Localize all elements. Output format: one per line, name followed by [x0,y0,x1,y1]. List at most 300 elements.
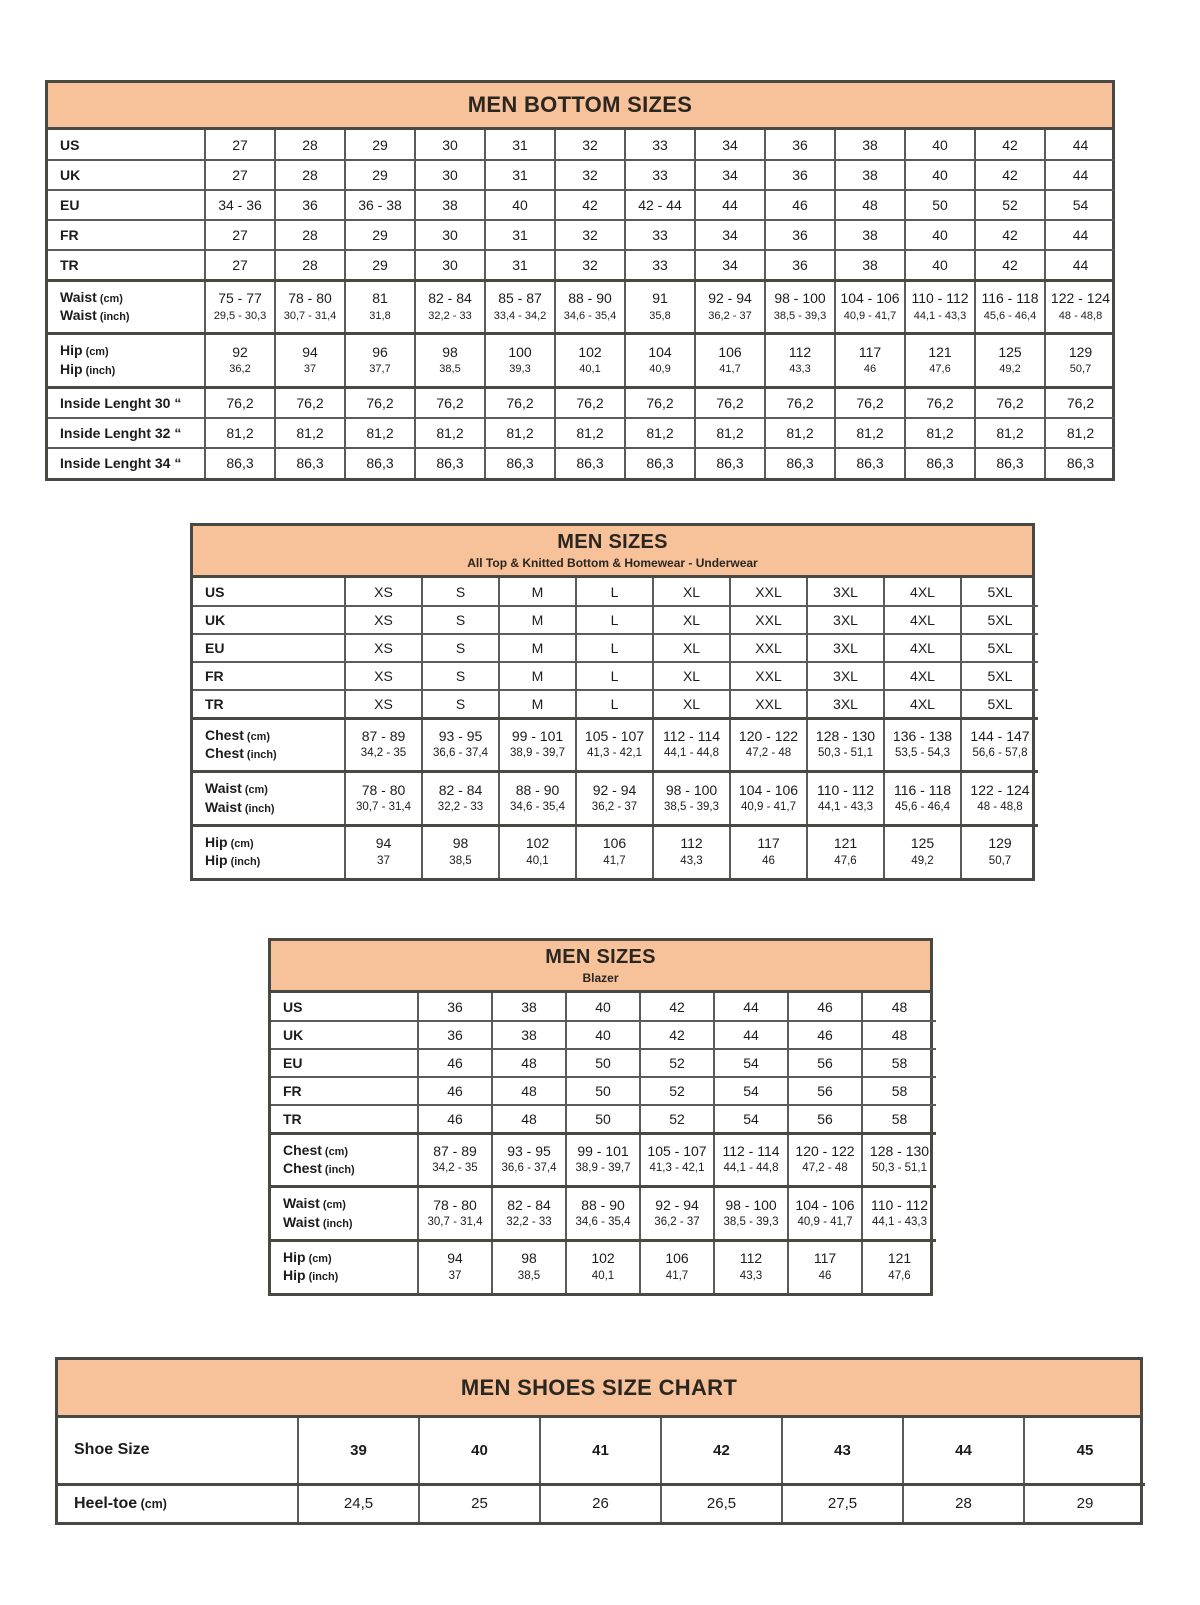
table-cell: 116 - 118 45,6 - 46,4 [884,772,961,826]
table-cell: 81,2 [625,418,695,448]
table-cell: 122 - 124 48 - 48,8 [961,772,1038,826]
table-cell: 44 [714,993,788,1021]
table-cell: 81,2 [975,418,1045,448]
table-cell: 39 [298,1418,419,1484]
table-cell: 36 - 38 [345,190,415,220]
table-title: MEN BOTTOM SIZES [467,92,693,117]
table-cell: XL [653,690,730,718]
table-cell: 50 [905,190,975,220]
row-label: Waist (cm) Waist (inch) [193,772,345,826]
table-cell: XXL [730,690,807,718]
table-cell: 46 [788,1021,862,1049]
men-shoes-header [58,1360,1140,1418]
table-row [271,1241,936,1293]
table-cell: 34 [695,250,765,280]
table-cell: 5XL [961,662,1038,690]
table-cell: 125 49,2 [884,826,961,878]
table-cell: 104 - 106 40,9 - 41,7 [788,1187,862,1241]
table-row [193,718,1038,772]
table-cell: 88 - 90 34,6 - 35,4 [566,1187,640,1241]
row-label: Inside Lenght 30 “ [48,388,205,418]
table-cell: XS [345,634,422,662]
row-label: EU [193,634,345,662]
table-cell: 27 [205,220,275,250]
table-cell: 48 [862,993,936,1021]
table-title: MEN SIZES [557,531,668,553]
table-cell: 30 [415,220,485,250]
men-shoes-grid [58,1418,1145,1522]
table-cell: 78 - 80 30,7 - 31,4 [418,1187,492,1241]
table-cell: 27 [205,250,275,280]
table-subtitle: All Top & Knitted Bottom & Homewear - Underwear [467,556,758,570]
table-cell: 104 - 106 40,9 - 41,7 [730,772,807,826]
table-cell: 144 - 147 56,6 - 57,8 [961,718,1038,772]
table-cell: 128 - 130 50,3 - 51,1 [862,1133,936,1187]
men-bottom-sizes-header [48,83,1112,130]
table-cell: 31 [485,160,555,190]
men-shoes-size-chart-table [55,1357,1143,1525]
table-cell: 29 [345,220,415,250]
table-row [48,448,1115,478]
table-row [58,1418,1145,1484]
table-cell: S [422,606,499,634]
table-cell: 81,2 [275,418,345,448]
table-cell: 76,2 [415,388,485,418]
table-cell: 121 47,6 [862,1241,936,1293]
table-title: MEN SHOES SIZE CHART [460,1374,738,1400]
table-cell: XXL [730,578,807,606]
table-cell: 81,2 [345,418,415,448]
table-row [193,772,1038,826]
table-cell: 42 [975,220,1045,250]
table-cell: 36 [765,220,835,250]
table-cell: 3XL [807,690,884,718]
table-cell: 52 [640,1049,714,1077]
table-cell: XL [653,606,730,634]
table-cell: 81,2 [205,418,275,448]
table-cell: 5XL [961,634,1038,662]
table-row [271,1187,936,1241]
table-cell: M [499,634,576,662]
table-cell: 86,3 [555,448,625,478]
table-cell: 98 - 100 38,5 - 39,3 [765,280,835,334]
table-cell: 112 - 114 44,1 - 44,8 [714,1133,788,1187]
table-cell: 30 [415,130,485,160]
table-cell: 100 39,3 [485,334,555,388]
table-cell: 56 [788,1105,862,1133]
table-cell: 46 [765,190,835,220]
table-cell: 76,2 [905,388,975,418]
table-cell: 44 [1045,250,1115,280]
table-cell: 43 [782,1418,903,1484]
table-cell: 129 50,7 [961,826,1038,878]
table-cell: 125 49,2 [975,334,1045,388]
table-cell: 31 [485,130,555,160]
table-cell: 86,3 [975,448,1045,478]
table-cell: 98 38,5 [492,1241,566,1293]
table-cell: 34 - 36 [205,190,275,220]
table-cell: XXL [730,662,807,690]
table-cell: 76,2 [765,388,835,418]
table-row [48,130,1115,160]
table-cell: 38 [835,160,905,190]
table-cell: 54 [714,1077,788,1105]
row-label: Inside Lenght 32 “ [48,418,205,448]
table-cell: 112 43,3 [653,826,730,878]
table-cell: 28 [275,220,345,250]
table-cell: 27,5 [782,1484,903,1522]
table-cell: M [499,690,576,718]
table-cell: L [576,662,653,690]
table-row [48,220,1115,250]
row-label: Chest (cm) Chest (inch) [193,718,345,772]
table-cell: 104 40,9 [625,334,695,388]
table-cell: 29 [345,130,415,160]
table-row [48,388,1115,418]
men-sizes-blazer-grid [271,993,936,1293]
table-cell: 76,2 [345,388,415,418]
table-cell: 87 - 89 34,2 - 35 [418,1133,492,1187]
table-cell: 58 [862,1077,936,1105]
men-bottom-sizes-table [45,80,1115,481]
table-cell: 29 [345,250,415,280]
table-row [193,826,1038,878]
table-cell: 42 [555,190,625,220]
table-cell: 5XL [961,578,1038,606]
table-cell: 86,3 [345,448,415,478]
table-cell: 50 [566,1105,640,1133]
table-cell: 27 [205,160,275,190]
table-row [271,1077,936,1105]
table-cell: 32 [555,160,625,190]
table-cell: 46 [418,1049,492,1077]
row-label: FR [271,1077,418,1105]
table-cell: 44 [903,1418,1024,1484]
table-cell: 56 [788,1077,862,1105]
table-cell: XS [345,578,422,606]
table-cell: 78 - 80 30,7 - 31,4 [345,772,422,826]
table-cell: 3XL [807,578,884,606]
table-cell: 86,3 [485,448,555,478]
table-cell: 48 [492,1049,566,1077]
table-cell: XS [345,662,422,690]
table-cell: 4XL [884,606,961,634]
table-cell: 24,5 [298,1484,419,1522]
table-cell: 110 - 112 44,1 - 43,3 [862,1187,936,1241]
table-cell: 38 [492,1021,566,1049]
table-cell: 98 - 100 38,5 - 39,3 [653,772,730,826]
table-cell: 5XL [961,690,1038,718]
table-cell: L [576,690,653,718]
table-cell: 46 [788,993,862,1021]
table-title: MEN SIZES [545,946,656,968]
table-cell: 3XL [807,606,884,634]
table-cell: 30 [415,250,485,280]
table-row [193,662,1038,690]
table-cell: 86,3 [625,448,695,478]
table-cell: 81,2 [415,418,485,448]
table-cell: 40 [485,190,555,220]
table-cell: 92 - 94 36,2 - 37 [640,1187,714,1241]
table-cell: 81,2 [835,418,905,448]
table-cell: 102 40,1 [566,1241,640,1293]
table-cell: 42 - 44 [625,190,695,220]
table-cell: 81,2 [555,418,625,448]
table-cell: 98 38,5 [422,826,499,878]
table-cell: 3XL [807,662,884,690]
row-label: Waist (cm) Waist (inch) [48,280,205,334]
table-cell: 30 [415,160,485,190]
table-cell: 93 - 95 36,6 - 37,4 [492,1133,566,1187]
table-cell: 88 - 90 34,6 - 35,4 [499,772,576,826]
table-cell: 54 [714,1049,788,1077]
row-label: EU [271,1049,418,1077]
table-cell: 120 - 122 47,2 - 48 [788,1133,862,1187]
row-label: Hip (cm) Hip (inch) [48,334,205,388]
table-cell: 52 [640,1077,714,1105]
table-cell: 56 [788,1049,862,1077]
row-label: Hip (cm) Hip (inch) [271,1241,418,1293]
table-cell: 29 [1024,1484,1145,1522]
table-cell: 86,3 [275,448,345,478]
table-cell: M [499,606,576,634]
table-cell: 5XL [961,606,1038,634]
table-cell: XL [653,634,730,662]
table-cell: 58 [862,1105,936,1133]
table-cell: 76,2 [205,388,275,418]
row-label: TR [48,250,205,280]
table-cell: 32 [555,130,625,160]
table-cell: 58 [862,1049,936,1077]
table-cell: 34 [695,130,765,160]
table-cell: 34 [695,160,765,190]
table-cell: 76,2 [975,388,1045,418]
table-cell: 38 [835,250,905,280]
table-cell: 40 [566,1021,640,1049]
table-cell: 76,2 [835,388,905,418]
table-cell: 33 [625,220,695,250]
table-cell: 29 [345,160,415,190]
table-row [271,1133,936,1187]
table-cell: 110 - 112 44,1 - 43,3 [807,772,884,826]
table-cell: 92 36,2 [205,334,275,388]
table-cell: 44 [1045,220,1115,250]
table-cell: 38 [835,220,905,250]
table-cell: 38 [492,993,566,1021]
table-cell: 104 - 106 40,9 - 41,7 [835,280,905,334]
table-cell: 48 [862,1021,936,1049]
table-cell: 33 [625,130,695,160]
table-cell: 112 - 114 44,1 - 44,8 [653,718,730,772]
table-cell: 128 - 130 50,3 - 51,1 [807,718,884,772]
table-cell: 46 [418,1105,492,1133]
row-label: US [193,578,345,606]
row-label: Waist (cm) Waist (inch) [271,1187,418,1241]
table-cell: 50 [566,1049,640,1077]
table-cell: 116 - 118 45,6 - 46,4 [975,280,1045,334]
table-cell: 98 - 100 38,5 - 39,3 [714,1187,788,1241]
table-row [48,418,1115,448]
men-sizes-blazer-table [268,938,933,1296]
table-cell: 31 [485,220,555,250]
table-cell: 44 [1045,130,1115,160]
table-cell: 36 [418,1021,492,1049]
table-cell: 32 [555,220,625,250]
table-cell: 38 [835,130,905,160]
table-cell: 44 [714,1021,788,1049]
table-cell: 4XL [884,634,961,662]
row-label: US [48,130,205,160]
table-cell: 81,2 [695,418,765,448]
table-cell: 42 [975,250,1045,280]
table-cell: 129 50,7 [1045,334,1115,388]
table-cell: 76,2 [275,388,345,418]
table-cell: 31 [485,250,555,280]
table-cell: 42 [975,130,1045,160]
row-label: FR [193,662,345,690]
table-cell: 41 [540,1418,661,1484]
table-cell: 120 - 122 47,2 - 48 [730,718,807,772]
table-cell: 26 [540,1484,661,1522]
table-cell: XL [653,662,730,690]
table-cell: 117 46 [730,826,807,878]
table-row [193,578,1038,606]
table-cell: 76,2 [625,388,695,418]
table-cell: 136 - 138 53,5 - 54,3 [884,718,961,772]
table-cell: 38 [415,190,485,220]
table-cell: 26,5 [661,1484,782,1522]
table-cell: 91 35,8 [625,280,695,334]
row-label: Shoe Size [58,1418,298,1484]
table-cell: 54 [714,1105,788,1133]
table-cell: L [576,606,653,634]
table-cell: 33 [625,160,695,190]
men-sizes-blazer-header [271,941,930,993]
table-row [193,690,1038,718]
table-cell: 28 [275,250,345,280]
table-cell: 92 - 94 36,2 - 37 [576,772,653,826]
table-cell: 40 [905,160,975,190]
table-cell: 85 - 87 33,4 - 34,2 [485,280,555,334]
table-cell: L [576,578,653,606]
table-cell: 105 - 107 41,3 - 42,1 [576,718,653,772]
table-cell: 48 [492,1077,566,1105]
table-cell: 40 [419,1418,540,1484]
table-cell: 99 - 101 38,9 - 39,7 [499,718,576,772]
table-cell: 40 [905,220,975,250]
table-cell: 112 43,3 [714,1241,788,1293]
table-cell: 117 46 [835,334,905,388]
row-label: FR [48,220,205,250]
table-cell: 81,2 [765,418,835,448]
row-label: Chest (cm) Chest (inch) [271,1133,418,1187]
men-sizes-tops-header [193,526,1032,578]
row-label: TR [271,1105,418,1133]
table-row [271,1105,936,1133]
table-cell: 96 37,7 [345,334,415,388]
table-cell: S [422,662,499,690]
table-cell: XL [653,578,730,606]
table-cell: 28 [275,130,345,160]
table-subtitle: Blazer [582,971,619,985]
row-label: Hip (cm) Hip (inch) [193,826,345,878]
table-cell: 94 37 [275,334,345,388]
table-row [48,250,1115,280]
row-label: Heel-toe (cm) [58,1484,298,1522]
table-cell: M [499,578,576,606]
table-cell: 102 40,1 [555,334,625,388]
table-cell: 112 43,3 [765,334,835,388]
table-cell: 32 [555,250,625,280]
table-cell: 48 [835,190,905,220]
table-cell: 3XL [807,634,884,662]
table-cell: 88 - 90 34,6 - 35,4 [555,280,625,334]
table-cell: 4XL [884,662,961,690]
table-cell: 46 [418,1077,492,1105]
row-label: TR [193,690,345,718]
table-cell: 45 [1024,1418,1145,1484]
table-cell: 106 41,7 [640,1241,714,1293]
table-cell: 27 [205,130,275,160]
table-cell: 86,3 [205,448,275,478]
table-cell: 82 - 84 32,2 - 33 [415,280,485,334]
table-cell: 121 47,6 [807,826,884,878]
row-label: US [271,993,418,1021]
table-row [271,1021,936,1049]
men-sizes-tops-grid [193,578,1038,878]
table-cell: 76,2 [695,388,765,418]
table-cell: S [422,634,499,662]
table-cell: 33 [625,250,695,280]
table-row [48,334,1115,388]
table-cell: 98 38,5 [415,334,485,388]
table-cell: 93 - 95 36,6 - 37,4 [422,718,499,772]
table-cell: 42 [640,993,714,1021]
table-cell: 86,3 [905,448,975,478]
table-cell: 105 - 107 41,3 - 42,1 [640,1133,714,1187]
table-cell: 42 [975,160,1045,190]
row-label: UK [271,1021,418,1049]
table-cell: 36 [418,993,492,1021]
table-cell: 54 [1045,190,1115,220]
table-cell: 86,3 [695,448,765,478]
table-cell: 117 46 [788,1241,862,1293]
table-cell: 52 [640,1105,714,1133]
table-cell: 94 37 [345,826,422,878]
table-cell: 34 [695,220,765,250]
table-cell: 106 41,7 [576,826,653,878]
table-cell: 86,3 [835,448,905,478]
table-row [48,190,1115,220]
table-cell: 48 [492,1105,566,1133]
table-cell: 81,2 [1045,418,1115,448]
table-cell: 99 - 101 38,9 - 39,7 [566,1133,640,1187]
table-cell: XXL [730,634,807,662]
table-cell: 86,3 [1045,448,1115,478]
table-cell: 82 - 84 32,2 - 33 [492,1187,566,1241]
table-cell: XXL [730,606,807,634]
table-cell: 102 40,1 [499,826,576,878]
table-cell: 86,3 [415,448,485,478]
table-cell: M [499,662,576,690]
table-cell: 50 [566,1077,640,1105]
table-cell: XS [345,690,422,718]
table-cell: 36 [765,130,835,160]
table-cell: 122 - 124 48 - 48,8 [1045,280,1115,334]
table-cell: 81,2 [485,418,555,448]
table-cell: 94 37 [418,1241,492,1293]
table-cell: 76,2 [1045,388,1115,418]
